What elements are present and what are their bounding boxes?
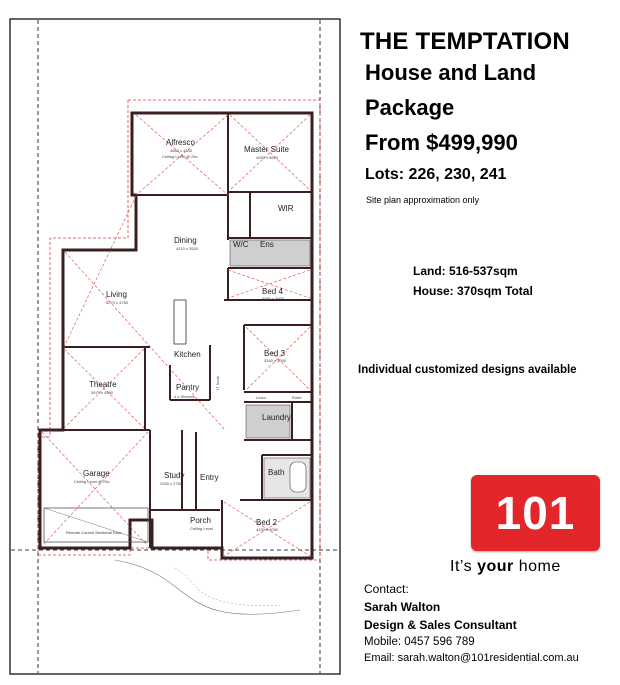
room-label-linen: Linen (256, 395, 266, 400)
kitchen-bench (174, 300, 186, 344)
room-label-living: Living (106, 290, 127, 299)
site-plan-note: Site plan approximation only (366, 195, 480, 205)
room-label-alfresco: Alfresco (166, 138, 195, 147)
room-label-bed2: Bed 2 (256, 518, 277, 527)
room-label-wir: WIR (278, 204, 294, 213)
room-label-laundry: Laundry (262, 413, 291, 422)
custom-designs-note: Individual customized designs available (358, 364, 577, 376)
room-label-master-suite: Master Suite (244, 145, 289, 154)
package-subtitle-line2: Package (365, 95, 455, 120)
room-label-shelves: 4 x Shelves (174, 394, 195, 399)
room-label-theatre: Theatre (89, 380, 117, 389)
contact-name: Sarah Walton (364, 600, 441, 614)
room-dim-study: 2250 x 2750 (160, 481, 183, 486)
contact-email: Email: sarah.walton@101residential.com.au (364, 652, 579, 664)
room-dim-dining: 4210 x 3520 (176, 246, 199, 251)
room-label-entry: Entry (200, 473, 219, 482)
room-label-ens: Ens (260, 240, 274, 249)
tagline-after: home (513, 558, 561, 575)
bathtub (290, 462, 306, 492)
package-price: From $499,990 (365, 130, 518, 155)
room-label-study: Study (164, 471, 185, 480)
room-note-garage: Ceiling Level @ 25c (74, 479, 110, 484)
garage-door-label: Remote Control Sectional Door (66, 530, 122, 535)
room-label-wc: W/C (233, 240, 249, 249)
package-subtitle-line1: House and Land (365, 60, 537, 85)
room-label-robe: Robe (292, 395, 302, 400)
room-label-pantry: Pantry (176, 383, 200, 392)
brand-tagline (450, 558, 561, 576)
room-label-bed4: Bed 4 (262, 287, 283, 296)
brand-logo-number: 101 (495, 487, 576, 539)
contact-mobile: Mobile: 0457 596 789 (364, 636, 475, 648)
room-label-kitchen: Kitchen (174, 350, 201, 359)
tagline-before: It’s (450, 558, 478, 575)
room-label-bed3: Bed 3 (264, 349, 285, 358)
room-dim-theatre: 3970 x 4350 (91, 390, 114, 395)
contact-heading: Contact: (364, 582, 409, 596)
lots-numbers: Lots: 226, 230, 241 (365, 166, 507, 183)
room-note-alfresco: Ceiling Level @ 25c (162, 154, 198, 159)
room-label-porch: Porch (190, 516, 211, 525)
land-size: Land: 516-537sqm (413, 264, 518, 278)
room-label-garage: Garage (83, 469, 110, 478)
room-label-dining: Dining (174, 236, 197, 245)
garage-door (44, 508, 148, 542)
room-dim-alfresco: 4660 x 4300 (170, 148, 193, 153)
room-dim-master-suite: 4050 x 5610 (256, 155, 279, 160)
tagline-bold: your (477, 558, 514, 575)
room-note-porch: Ceiling Level (190, 526, 213, 531)
room-dim-bed3: 3340 x 3000 (264, 358, 287, 363)
house-size: House: 370sqm Total (413, 284, 533, 298)
contact-role: Design & Sales Consultant (364, 618, 517, 632)
room-dim-bed2: 4330 x 3000 (256, 527, 279, 532)
driveway-curve (115, 560, 300, 614)
package-title: THE TEMPTATION (360, 28, 570, 55)
brand-logo (471, 475, 600, 551)
room-label-bath: Bath (268, 468, 285, 477)
room-dim-living: 5270 x 4750 (106, 300, 129, 305)
room-dim-bed4: 4050 x 3000 (262, 296, 285, 301)
room-label-it-nook: IT Nook (215, 376, 220, 390)
